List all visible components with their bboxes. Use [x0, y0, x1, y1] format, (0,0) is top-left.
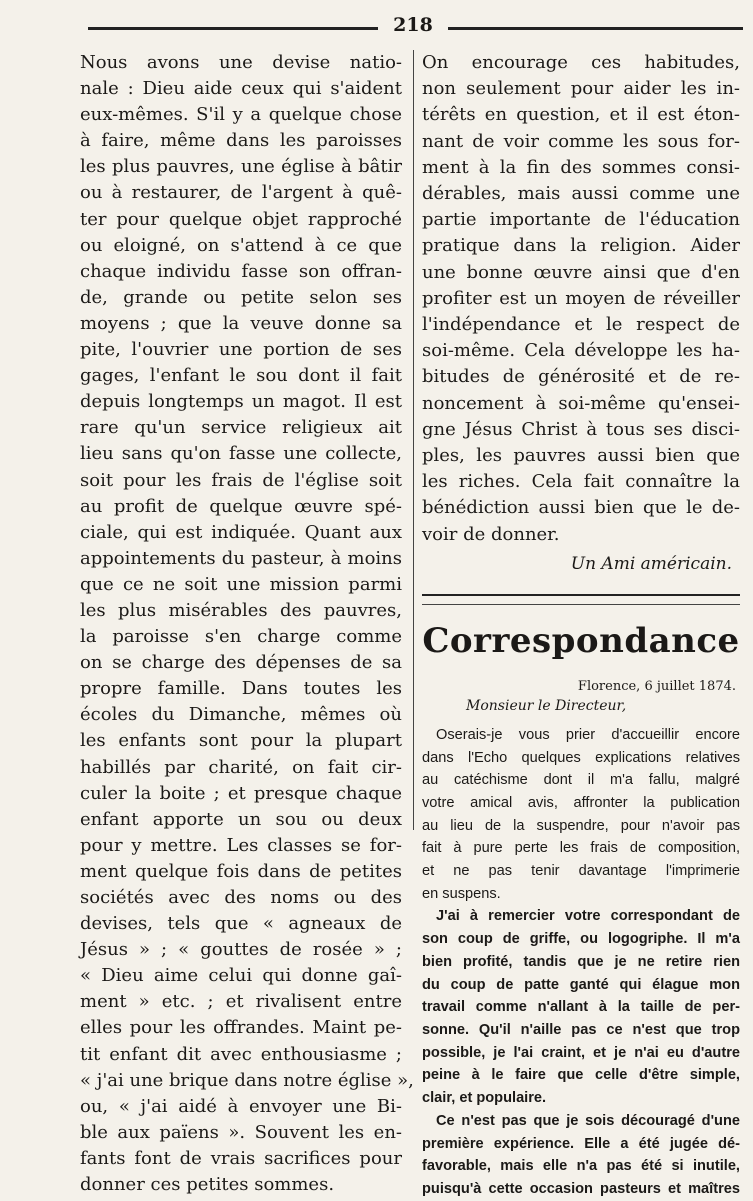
text-line: les riches. Cela fait connaître la — [422, 471, 740, 493]
text-line: dans l'Echo quelques explications relatives — [422, 749, 740, 766]
text-line: la paroisse s'en charge comme — [80, 626, 402, 648]
text-line: soi-même. Cela développe les ha- — [422, 340, 740, 362]
text-line: au lieu de la suspendre, pour n'avoir pas — [422, 817, 740, 834]
text-line: pour y mettre. Les classes se for- — [80, 834, 402, 856]
article-continuation — [422, 50, 740, 548]
section-title: Correspondance — [422, 620, 740, 661]
text-line: ou eloigné, on s'attend à ce que — [80, 234, 402, 256]
text-line: pratique dans la religion. Aider — [422, 235, 740, 257]
text-line: sociétés avec des noms ou des — [80, 887, 402, 908]
text-line: à faire, même dans les paroisses — [80, 130, 402, 152]
text-line: rare qu'un service religieux ait — [80, 417, 402, 439]
text-line: les plus pauvres, une église à bâtir — [80, 156, 402, 178]
text-line: profiter est un moyen de réveiller — [422, 287, 740, 309]
text-line: propre famille. Dans toutes les — [80, 678, 402, 700]
text-line: une bonne œuvre ainsi que d'en — [422, 261, 740, 283]
text-line: fait à pure perte les frais de composition, — [422, 840, 740, 857]
text-line: sonne. Qu'il n'aille pas ce n'est que trop — [422, 1022, 740, 1038]
text-line: voir de donner. — [422, 523, 560, 545]
right-column — [422, 50, 740, 1201]
text-line: de, grande ou petite selon ses — [80, 286, 402, 308]
text-line: votre amical avis, affronter la publication — [422, 794, 740, 811]
text-line: que ce ne soit une mission parmi — [80, 573, 402, 595]
page-header — [88, 14, 743, 44]
text-line: nant de voir comme les sous for- — [422, 130, 740, 152]
text-line: « j'ai une brique dans notre église », — [80, 1069, 414, 1091]
text-line: elles pour les offrandes. Maint pe- — [80, 1017, 402, 1039]
text-line: depuis longtemps un magot. Il est — [80, 391, 402, 413]
text-line: travail comme n'allant à la taille de per- — [422, 999, 740, 1016]
text-line: appointements du pasteur, à moins — [80, 547, 402, 569]
letter-salutation: Monsieur le Directeur, — [466, 697, 627, 714]
text-line: ciale, qui est indiquée. Quant aux — [80, 521, 402, 543]
header-rule-right — [448, 27, 743, 30]
text-line: culer la boite ; et presque chaque — [80, 782, 402, 804]
letter-dateline: Florence, 6 juillet 1874. — [577, 678, 736, 694]
text-line: térêts en question, et il est éton- — [422, 104, 740, 126]
text-line: écoles du Dimanche, mêmes où — [80, 704, 402, 726]
text-line: non seulement pour aider les in- — [422, 78, 740, 100]
text-line: partie importante de l'éducation — [422, 209, 740, 231]
text-line: du coup de patte ganté qui élague mon — [422, 976, 740, 993]
text-line: bitudes de générosité et de re- — [422, 366, 740, 388]
text-line: les plus misérables des pauvres, — [80, 599, 402, 621]
text-line: chaque individu fasse son offran- — [80, 260, 402, 282]
text-line: nale : Dieu aide ceux qui s'aident — [80, 78, 402, 100]
text-line: clair, et populaire. — [422, 1090, 547, 1107]
text-line: peine à le faire que celle d'être simple, — [422, 1067, 740, 1084]
text-line: en suspens. — [422, 885, 501, 902]
left-column — [80, 50, 414, 1198]
text-line: première expérience. Elle a été jugée dé- — [422, 1135, 740, 1152]
text-line: au profit de quelque œuvre spé- — [80, 495, 402, 517]
text-line: ment quelque fois dans de petites — [80, 860, 402, 882]
text-line: on se charge des dépenses de sa — [80, 652, 402, 674]
text-line: Nous avons une devise natio- — [80, 52, 402, 73]
text-line: dérables, mais aussi comme une — [422, 183, 740, 205]
text-line: l'indépendance et le respect de — [422, 314, 740, 336]
text-line: au catéchisme dont il m'a fallu, malgré — [422, 772, 740, 789]
text-line: son coup de griffe, ou logogriphe. Il m'a — [422, 931, 740, 948]
text-line: ou, « j'ai aidé à envoyer une Bi- — [80, 1095, 402, 1117]
text-line: bénédiction aussi bien que le de- — [422, 497, 740, 519]
text-line: ble aux païens ». Souvent les en- — [80, 1121, 402, 1143]
text-line: Ce n'est pas que je sois découragé d'une — [436, 1112, 740, 1129]
text-line: bien profité, tandis que je ne retire rien — [422, 953, 740, 970]
text-line: noncement à soi-même qu'ensei- — [422, 392, 740, 414]
text-line: puisqu'à cette occasion pasteurs et maîtres — [422, 1180, 740, 1197]
article-signature: Un Ami américain. — [570, 553, 732, 574]
text-line: tit enfant dit avec enthousiasme ; — [80, 1043, 402, 1065]
text-line: « Dieu aime celui qui donne gaî- — [80, 965, 402, 987]
text-line: eux-mêmes. S'il y a quelque chose — [80, 104, 402, 126]
text-line: ou à restaurer, de l'argent à quê- — [80, 182, 402, 204]
text-line: enfant apporte un sou ou deux — [80, 808, 402, 830]
text-line: les enfants sont pour la plupart — [80, 730, 402, 752]
text-line: Jésus » ; « gouttes de rosée » ; — [80, 939, 402, 961]
text-line: favorable, mais elle n'a pas été si inutile, — [422, 1158, 740, 1175]
text-line: gne Jésus Christ à tous ses disci- — [422, 418, 740, 440]
letter-body — [422, 724, 740, 1201]
text-line: On encourage ces habitudes, — [422, 52, 740, 73]
text-line: possible, je l'ai craint, et je n'ai eu d'autre — [422, 1044, 740, 1061]
text-line: gages, l'enfant le sou dont il fait — [80, 365, 402, 387]
text-line: et ne pas tenir davantage l'imprimerie — [422, 863, 740, 880]
text-line: ment » etc. ; et rivalisent entre — [80, 991, 402, 1013]
text-line: pite, l'ouvrier une portion de ses — [80, 339, 402, 361]
text-line: habillés par charité, on fait cir- — [80, 756, 402, 778]
text-line: ples, les pauvres aussi bien que — [422, 445, 740, 467]
section-separator — [422, 594, 740, 605]
text-line: donner ces petites sommes. — [80, 1174, 335, 1196]
header-rule-left — [88, 27, 378, 30]
text-line: moyens ; que la veuve donne sa — [80, 312, 402, 334]
text-line: ment à la fin des sommes consi- — [422, 156, 740, 178]
text-line: devises, tels que « agneaux de — [80, 913, 402, 935]
text-line: Oserais-je vous prier d'accueillir encore — [436, 726, 740, 743]
text-line: fants font de vrais sacrifices pour — [80, 1147, 402, 1169]
text-line: J'ai à remercier votre correspondant de — [436, 908, 740, 925]
column-divider — [413, 50, 414, 830]
page-number: 218 — [393, 14, 433, 36]
text-line: soit pour les frais de l'église soit — [80, 469, 402, 491]
text-line: ter pour quelque objet rapproché — [80, 208, 402, 230]
text-line: lieu sans qu'on fasse une collecte, — [80, 443, 402, 465]
